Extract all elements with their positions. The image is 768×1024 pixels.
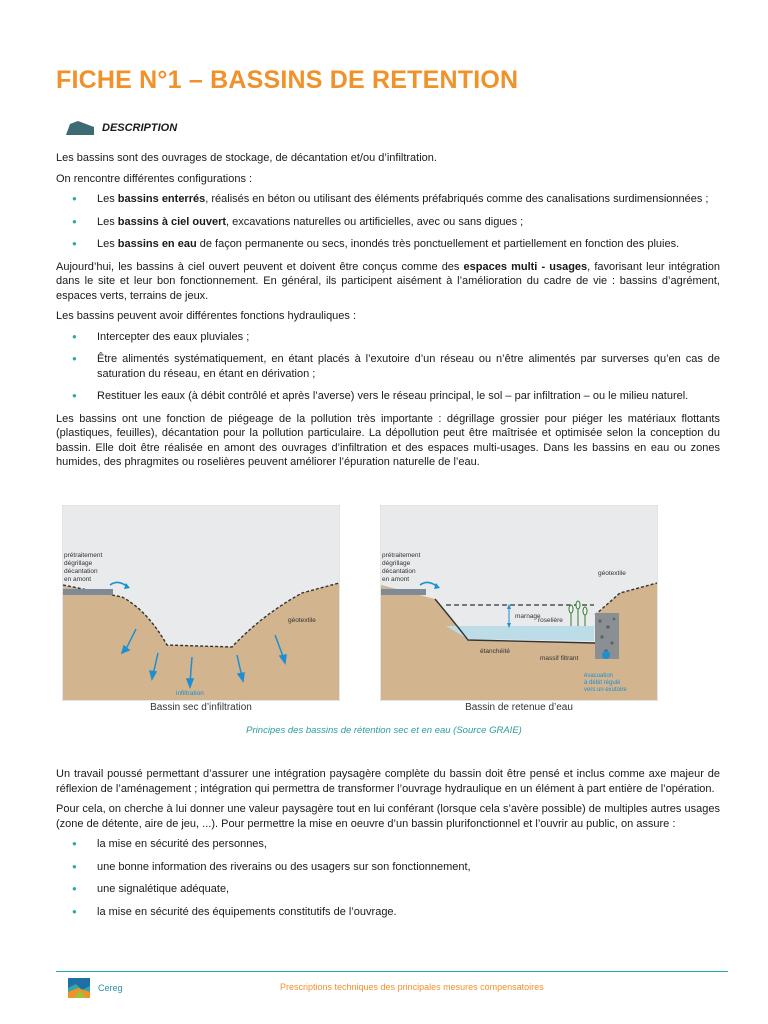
svg-text:évacuation: évacuation [584,673,614,679]
list-item: ● Intercepter des eaux pluviales ; [56,330,720,345]
svg-text:prétraitement: prétraitement [382,552,421,559]
list-item: ● Les bassins en eau de façon permanente ou secs, inondés très ponctuellement et partiellement en fonction des pluies. [56,237,720,252]
svg-text:roselière: roselière [538,617,563,624]
upper-text-block [56,151,720,476]
figure-caption-left: Bassin sec d’infiltration [150,702,252,713]
footer-divider [56,971,728,972]
section-heading-label: DESCRIPTION [102,122,178,134]
svg-text:dégrillage: dégrillage [64,560,93,567]
svg-text:étanchéité: étanchéité [480,648,510,655]
figure-wet-basin [380,505,658,715]
footer-brand [68,978,123,998]
section-heading [66,121,177,135]
svg-text:marnage: marnage [515,613,541,620]
figure-dry-basin [62,505,340,715]
footer-title: Prescriptions techniques des principales mesures compensatoires [280,982,544,992]
list-item: ● une signalétique adéquate, [56,882,720,897]
intro-paragraph: Les bassins sont des ouvrages de stockage, de décantation et/ou d’infiltration. [56,152,437,164]
svg-text:en amont: en amont [64,576,92,583]
list-item: ● la mise en sécurité des équipements constitutifs de l’ouvrage. [56,905,720,920]
wet-basin-diagram [380,505,658,701]
figures-caption: Principes des bassins de rétention sec et en eau (Source GRAIE) [246,725,522,736]
lower-text-block [56,767,720,927]
valeur-paragraph: Pour cela, on cherche à lui donner une valeur paysagère tout en lui conférant (lorsque cela s’avère possible) de multiples autres usages (zone de détente, aire de jeu, ...). Pour permettre la mise en oeuvre d’un bassin plurifonctionnel et l’ouvrir au public, on assure : [56,803,720,830]
list-item: ● Restituer les eaux (à débit contrôlé et après l’averse) vers le réseau principal, le sol – par infiltration – ou le milieu naturel. [56,389,720,404]
configurations-list [56,192,720,252]
svg-text:décantation: décantation [382,568,416,575]
svg-text:vers un exutoire: vers un exutoire [584,687,627,693]
svg-text:en amont: en amont [382,576,410,583]
integration-paragraph: Un travail poussé permettant d’assurer une intégration paysagère complète du bassin doit être pensé et inclus comme axe majeur de réflexion de l’aménagement ; intégration qui permettra de transformer l’ouvrage hydraulique en un élément à part entière de l’opération. [56,768,720,795]
svg-text:dégrillage: dégrillage [382,560,411,567]
multi-usage-paragraph: Aujourd’hui, les bassins à ciel ouvert peuvent et doivent être conçus comme des espaces multi - usages, favorisant leur intégration dans le site et leur bon fonctionnement. En général, ils participent aisément à l’amélioration du cadre de vie : bassins d’agrément, espaces verts, terrains de jeux. [56,260,720,302]
svg-text:massif filtrant: massif filtrant [540,655,579,662]
cereg-logo-icon [68,978,90,998]
svg-text:infiltration: infiltration [176,690,204,697]
functions-intro: Les bassins peuvent avoir différentes fonctions hydrauliques : [56,310,357,322]
svg-text:prétraitement: prétraitement [64,552,103,559]
list-item: ● Les bassins à ciel ouvert, excavations naturelles ou artificielles, avec ou sans digues ; [56,215,720,230]
list-item: ● Être alimentés systématiquement, en étant placés à l’exutoire d’un réseau ou n’être alimentés par surverses qu’en cas de saturation du réseau, en étant en dérivation ; [56,352,720,381]
section-marker-icon [66,121,94,135]
page-title: FICHE N°1 – BASSINS DE RETENTION [56,66,519,94]
list-item: ● Les bassins enterrés, réalisés en béton ou utilisant des éléments préfabriqués comme des canalisations surdimensionnées ; [56,192,720,207]
dry-basin-diagram [62,505,340,701]
svg-text:géotextile: géotextile [288,617,316,624]
assurances-list [56,837,720,919]
functions-list [56,330,720,404]
figure-caption-right: Bassin de retenue d’eau [465,702,573,713]
svg-text:à débit régulé: à débit régulé [584,680,621,686]
svg-text:décantation: décantation [64,568,98,575]
figures [56,505,728,720]
list-item: ● une bonne information des riverains ou des usagers sur son fonctionnement, [56,860,720,875]
intro-paragraph: On rencontre différentes configurations : [56,172,253,185]
footer-brand-name: Cereg [98,983,123,993]
svg-text:géotextile: géotextile [598,570,626,577]
list-item: ● la mise en sécurité des personnes, [56,837,720,852]
pollution-paragraph: Les bassins ont une fonction de piégeage de la pollution très importante : dégrillage grossier pour piéger les matériaux flottants (plastiques, feuilles), décantation pour la pollution particulaire. La dépollution peut être maîtrisée et optimisée selon la conception du bassin. Elle doit être réalisée en amont des ouvrages d’infiltration et des espaces multi-usages. Dans les bassins en eau ou zones humides, des phragmites ou roselières peuvent améliorer l’épuration naturelle de l’eau. [56,412,720,468]
